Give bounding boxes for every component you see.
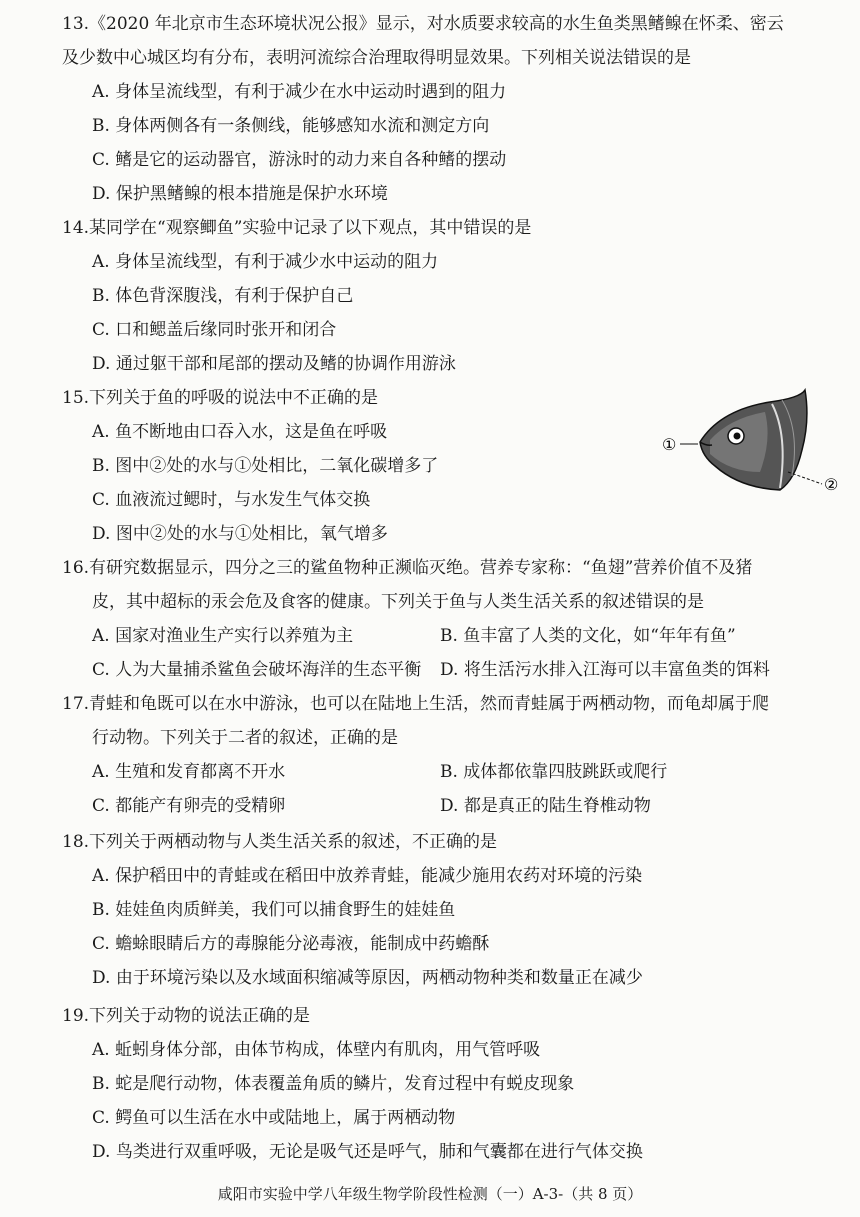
question-18-option-c: C. 蟾蜍眼睛后方的毒腺能分泌毒液，能制成中药蟾酥 — [92, 934, 490, 954]
question-19-stem: 19.下列关于动物的说法正确的是 — [62, 1006, 311, 1026]
question-13-option-a: A. 身体呈流线型，有利于减少在水中运动时遇到的阻力 — [92, 82, 507, 102]
question-16-option-c: C. 人为大量捕杀鲨鱼会破坏海洋的生态平衡 — [92, 660, 422, 680]
question-15-option-b: B. 图中②处的水与①处相比，二氧化碳增多了 — [92, 456, 439, 476]
question-13-option-d: D. 保护黑鳍鳈的根本措施是保护水环境 — [92, 184, 388, 204]
question-19-option-b: B. 蛇是爬行动物，体表覆盖角质的鳞片，发育过程中有蜕皮现象 — [92, 1074, 575, 1094]
question-16-option-d: D. 将生活污水排入江海可以丰富鱼类的饵料 — [440, 660, 770, 680]
question-17-stem-line-2: 行动物。下列关于二者的叙述，正确的是 — [92, 728, 398, 748]
question-18-stem: 18.下列关于两栖动物与人类生活关系的叙述，不正确的是 — [62, 832, 498, 852]
question-18-option-d: D. 由于环境污染以及水域面积缩减等原因，两栖动物种类和数量正在减少 — [92, 968, 643, 988]
question-14-stem: 14.某同学在“观察鲫鱼”实验中记录了以下观点，其中错误的是 — [62, 218, 532, 238]
question-15-stem: 15.下列关于鱼的呼吸的说法中不正确的是 — [62, 388, 379, 408]
figure-label-2: ② — [824, 475, 839, 494]
question-17-option-c: C. 都能产有卵壳的受精卵 — [92, 796, 286, 816]
question-13-option-b: B. 身体两侧各有一条侧线，能够感知水流和测定方向 — [92, 116, 490, 136]
question-17-stem-line-1: 17.青蛙和龟既可以在水中游泳，也可以在陆地上生活，然而青蛙属于两栖动物，而龟却属于爬 — [62, 694, 770, 714]
fish-pupil — [734, 433, 741, 440]
question-17-option-b: B. 成体都依靠四肢跳跃或爬行 — [440, 762, 668, 782]
question-16-option-a: A. 国家对渔业生产实行以养殖为主 — [92, 626, 354, 646]
question-14-option-c: C. 口和鳃盖后缘同时张开和闭合 — [92, 320, 337, 340]
fish-head-figure — [660, 380, 850, 500]
question-19-option-d: D. 鸟类进行双重呼吸，无论是吸气还是呼气，肺和气囊都在进行气体交换 — [92, 1142, 643, 1162]
page-footer: 咸阳市实验中学八年级生物学阶段性检测（一）A-3-（共 8 页） — [217, 1185, 643, 1203]
question-14-option-d: D. 通过躯干部和尾部的摆动及鳍的协调作用游泳 — [92, 354, 456, 374]
question-18-option-b: B. 娃娃鱼肉质鲜美，我们可以捕食野生的娃娃鱼 — [92, 900, 456, 920]
question-19-option-c: C. 鳄鱼可以生活在水中或陆地上，属于两栖动物 — [92, 1108, 456, 1128]
figure-label-1: ① — [662, 435, 677, 454]
pointer-line-2 — [788, 472, 822, 484]
question-15-option-a: A. 鱼不断地由口吞入水，这是鱼在呼吸 — [92, 422, 388, 442]
question-13-stem-line-2: 及少数中心城区均有分布，表明河流综合治理取得明显效果。下列相关说法错误的是 — [62, 48, 691, 68]
question-16-stem-line-1: 16.有研究数据显示，四分之三的鲨鱼物种正濒临灭绝。营养专家称：“鱼翅”营养价值不及猪 — [62, 558, 753, 578]
question-14-option-b: B. 体色背深腹浅，有利于保护自己 — [92, 286, 354, 306]
question-18-option-a: A. 保护稻田中的青蛙或在稻田中放养青蛙，能减少施用农药对环境的污染 — [92, 866, 643, 886]
question-19-option-a: A. 蚯蚓身体分部，由体节构成，体壁内有肌肉，用气管呼吸 — [92, 1040, 541, 1060]
question-13-stem-line-1: 13.《2020 年北京市生态环境状况公报》显示，对水质要求较高的水生鱼类黑鳍鳈在怀柔、密云 — [62, 14, 784, 34]
question-13-option-c: C. 鳍是它的运动器官，游泳时的动力来自各种鳍的摆动 — [92, 150, 507, 170]
question-16-stem-line-2: 皮，其中超标的汞会危及食客的健康。下列关于鱼与人类生活关系的叙述错误的是 — [92, 592, 704, 612]
question-15-option-d: D. 图中②处的水与①处相比，氧气增多 — [92, 524, 388, 544]
question-16-option-b: B. 鱼丰富了人类的文化，如“年年有鱼” — [440, 626, 736, 646]
question-17-option-d: D. 都是真正的陆生脊椎动物 — [440, 796, 651, 816]
question-14-option-a: A. 身体呈流线型，有利于减少水中运动的阻力 — [92, 252, 439, 272]
question-15-option-c: C. 血液流过鳃时，与水发生气体交换 — [92, 490, 371, 510]
question-17-option-a: A. 生殖和发育都离不开水 — [92, 762, 286, 782]
